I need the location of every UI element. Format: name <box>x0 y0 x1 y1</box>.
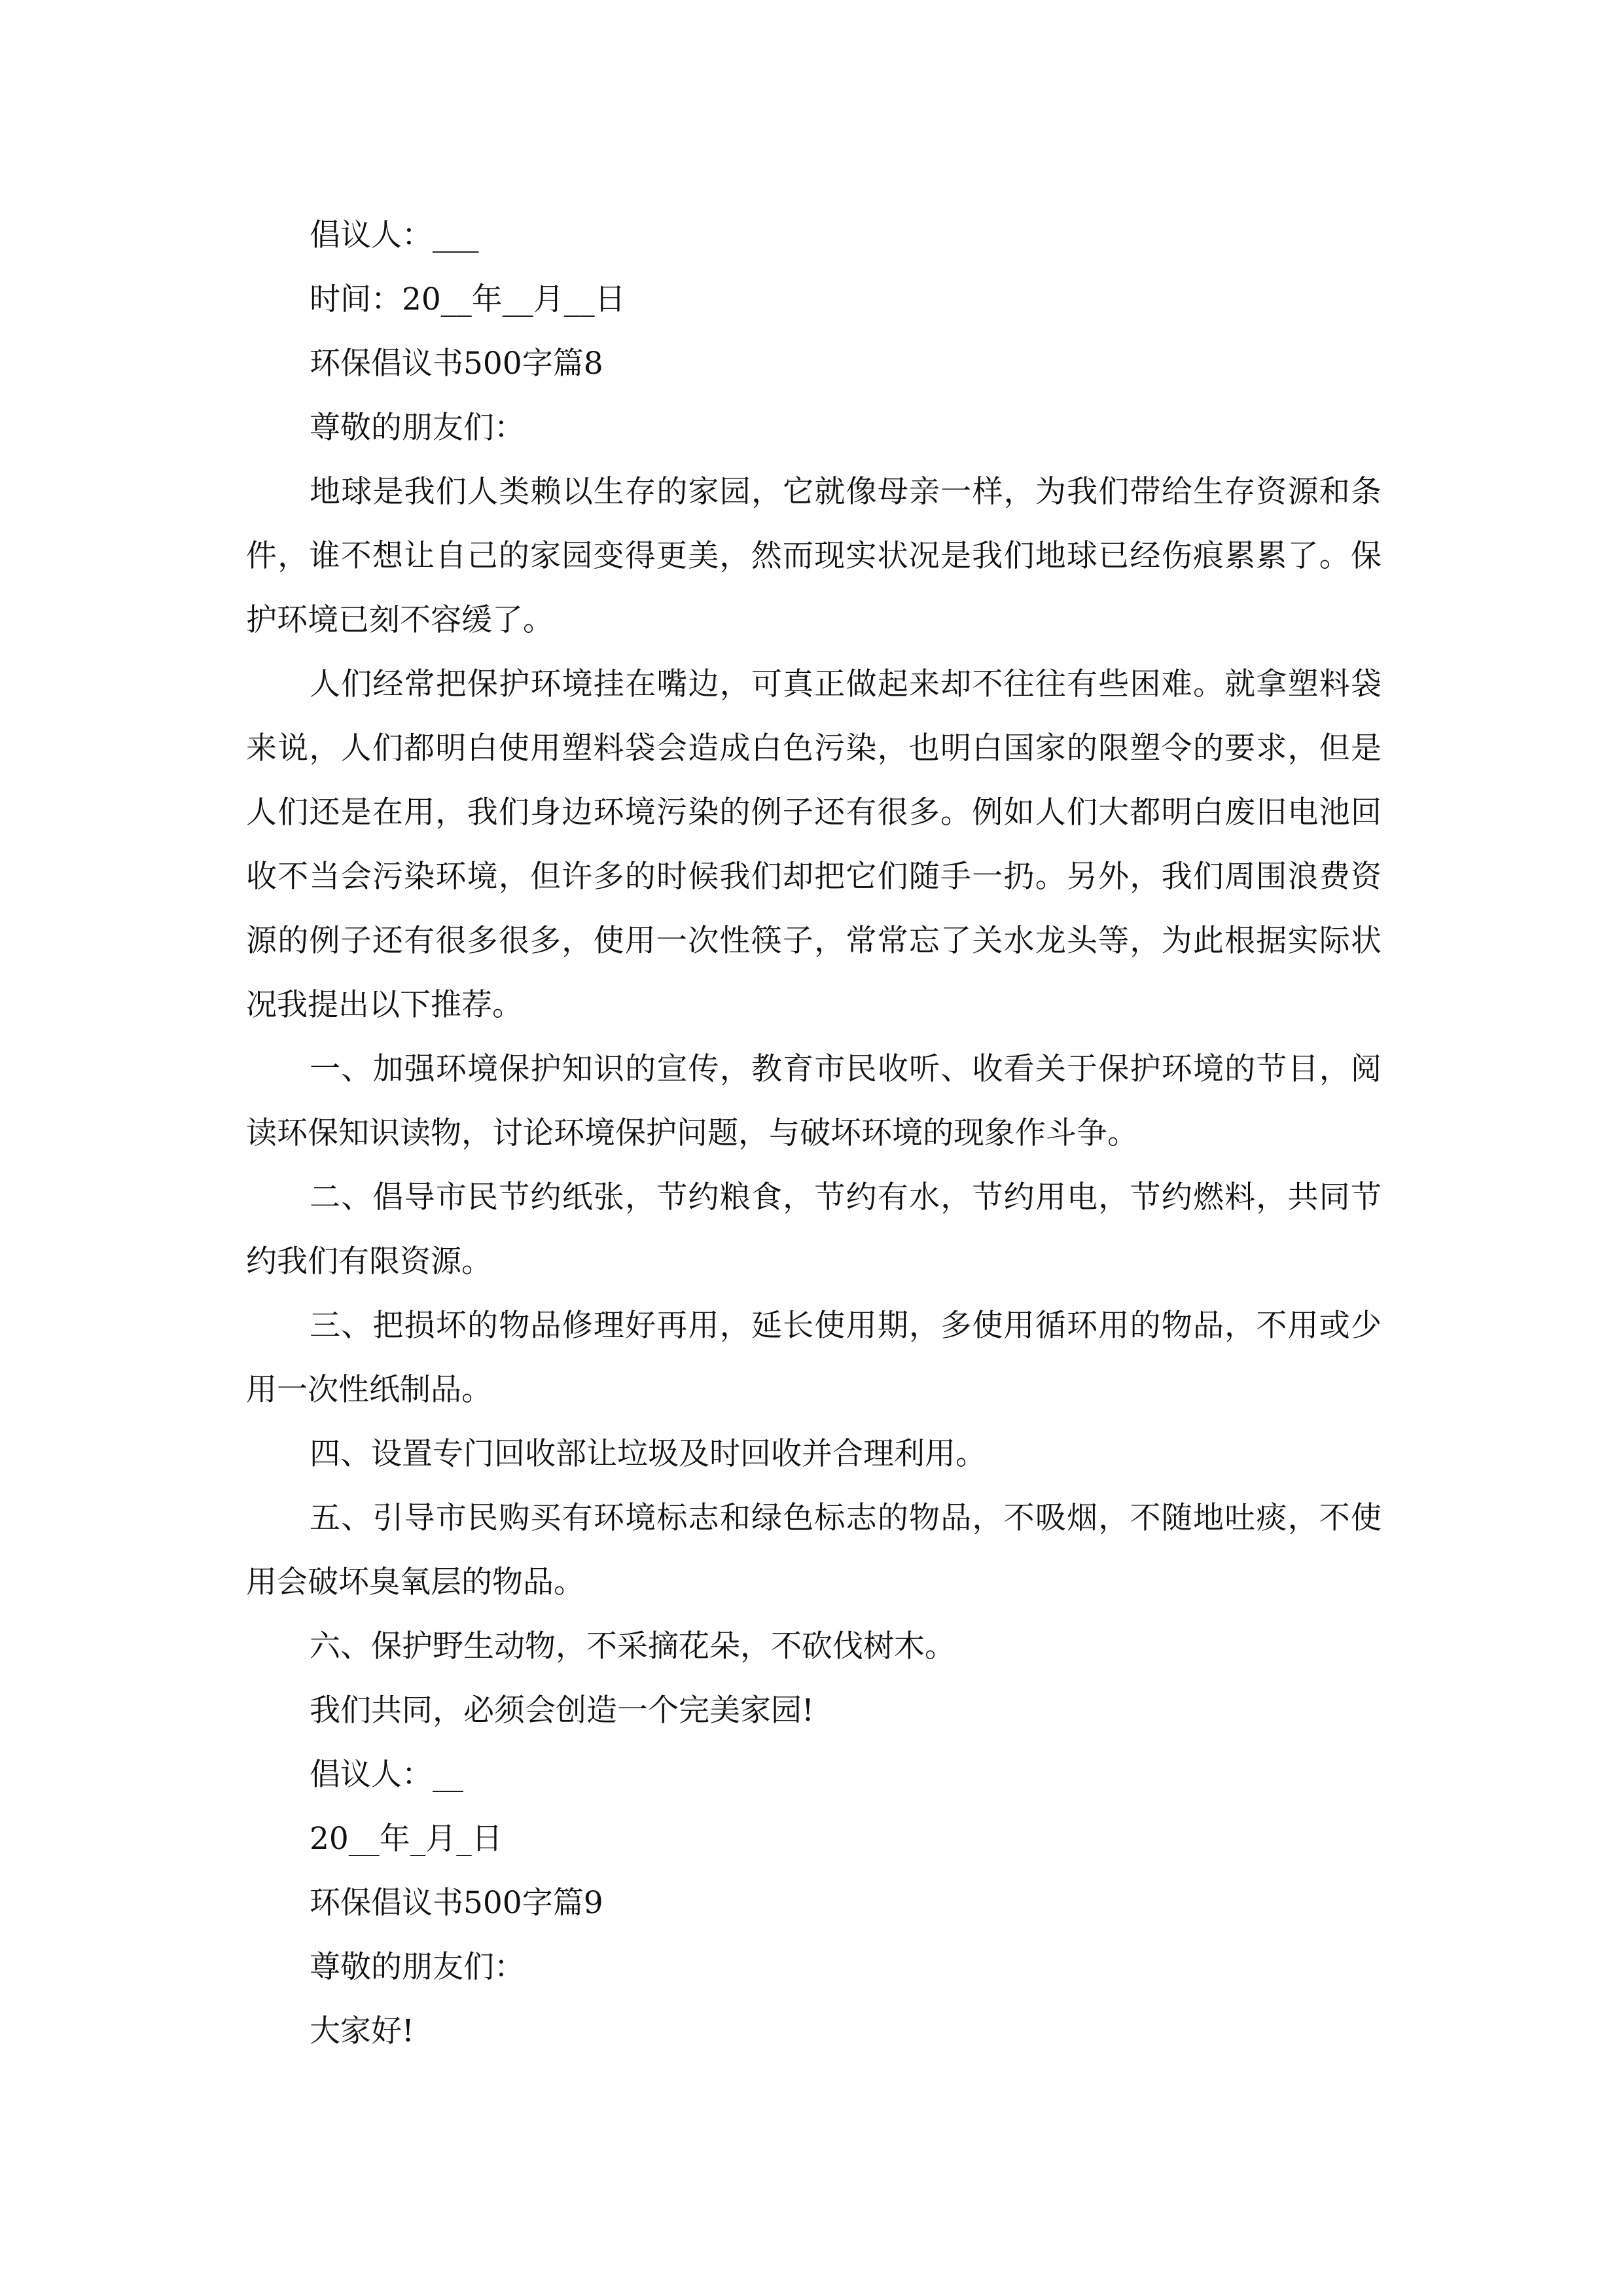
closing-line: 我们共同，必须会创造一个完美家园! <box>310 1693 814 1729</box>
document-body <box>246 204 1382 2064</box>
list-item: 三、把损坏的物品修理好再用，延长使用期，多使用循环用的物品，不用或少用一次性纸制品。 <box>246 1308 1382 1408</box>
date-line: 20__年_月_日 <box>310 1821 503 1857</box>
list-item: 一、加强环境保护知识的宣传，教育市民收听、收看关于保护环境的节目，阅读环保知识读物，讨论环境保护问题，与破坏环境的现象作斗争。 <box>246 1051 1382 1151</box>
salutation: 尊敬的朋友们： <box>310 1949 525 1985</box>
proposer-line: 倡议人：__ <box>310 1757 463 1793</box>
proposer-line: 倡议人：___ <box>310 217 479 253</box>
list-item: 四、设置专门回收部让垃圾及时回收并合理利用。 <box>310 1436 986 1472</box>
section-heading: 环保倡议书500字篇8 <box>310 346 603 382</box>
section-heading: 环保倡议书500字篇9 <box>310 1885 603 1921</box>
paragraph: 地球是我们人类赖以生存的家园，它就像母亲一样，为我们带给生存资源和条件，谁不想让自己的家园变得更美，然而现实状况是我们地球已经伤痕累累了。保护环境已刻不容缓了。 <box>246 474 1382 638</box>
salutation: 尊敬的朋友们： <box>310 410 525 446</box>
list-item: 二、倡导市民节约纸张，节约粮食，节约有水，节约用电，节约燃料，共同节约我们有限资源。 <box>246 1179 1382 1280</box>
greeting: 大家好! <box>310 2013 414 2049</box>
list-item: 五、引导市民购买有环境标志和绿色标志的物品，不吸烟，不随地吐痰，不使用会破坏臭氧层的物品。 <box>246 1500 1382 1600</box>
list-item: 六、保护野生动物，不采摘花朵，不砍伐树木。 <box>310 1628 955 1664</box>
paragraph: 人们经常把保护环境挂在嘴边，可真正做起来却不往往有些困难。就拿塑料袋来说，人们都明白使用塑料袋会造成白色污染，也明白国家的限塑令的要求，但是人们还是在用，我们身边环境污染的例子还有很多。例如人们大都明白废旧电池回收不当会污染环境，但许多的时候我们却把它们随手一扔。另外，我们周围浪费资源的例子还有很多很多，使用一次性筷子，常常忘了关水龙头等，为此根据实际状况我提出以下推荐。 <box>246 666 1382 1023</box>
date-line: 时间：20__年__月__日 <box>310 281 626 317</box>
